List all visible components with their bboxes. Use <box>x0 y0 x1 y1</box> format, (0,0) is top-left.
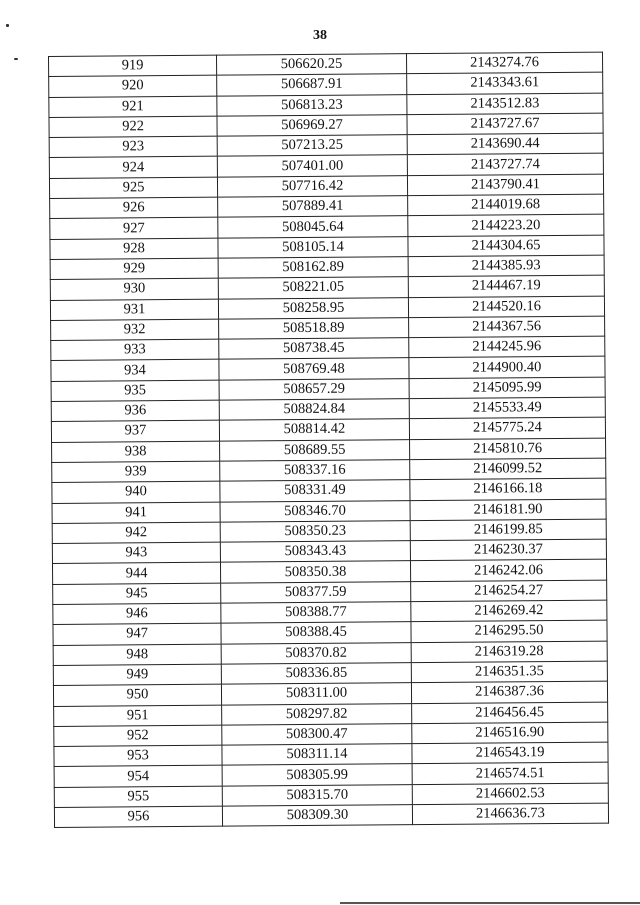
x-coordinate-cell: 508388.45 <box>221 622 411 644</box>
y-coordinate-cell: 2146602.53 <box>412 783 608 805</box>
x-coordinate-cell: 508370.82 <box>221 642 411 664</box>
y-coordinate-cell: 2146574.51 <box>412 763 608 785</box>
point-number-cell: 942 <box>52 522 220 544</box>
point-number-cell: 956 <box>54 806 222 828</box>
x-coordinate-cell: 507401.00 <box>217 155 407 177</box>
y-coordinate-cell: 2144304.65 <box>408 235 604 257</box>
y-coordinate-cell: 2144223.20 <box>408 215 604 237</box>
y-coordinate-cell: 2144367.56 <box>409 316 605 338</box>
x-coordinate-cell: 506813.23 <box>217 94 407 116</box>
y-coordinate-cell: 2146199.85 <box>410 519 606 541</box>
scan-edge-line <box>340 902 640 904</box>
y-coordinate-cell: 2143727.74 <box>407 154 603 176</box>
y-coordinate-cell: 2144520.16 <box>408 296 604 318</box>
point-number-cell: 944 <box>52 563 220 585</box>
x-coordinate-cell: 508346.70 <box>220 500 410 522</box>
point-number-cell: 928 <box>50 238 218 260</box>
x-coordinate-cell: 508105.14 <box>218 236 408 258</box>
point-number-cell: 939 <box>52 461 220 483</box>
y-coordinate-cell: 2144467.19 <box>408 275 604 297</box>
x-coordinate-cell: 508162.89 <box>218 257 408 279</box>
point-number-cell: 925 <box>49 177 217 199</box>
x-coordinate-cell: 508309.30 <box>222 805 412 827</box>
y-coordinate-cell: 2143690.44 <box>407 133 603 155</box>
coordinates-table-body <box>49 52 609 828</box>
x-coordinate-cell: 508689.55 <box>220 439 410 461</box>
x-coordinate-cell: 508045.64 <box>218 216 408 238</box>
point-number-cell: 953 <box>54 745 222 767</box>
x-coordinate-cell: 508221.05 <box>218 277 408 299</box>
y-coordinate-cell: 2145533.49 <box>409 397 605 419</box>
x-coordinate-cell: 508769.48 <box>219 358 409 380</box>
y-coordinate-cell: 2146516.90 <box>412 722 608 744</box>
point-number-cell: 921 <box>49 96 217 118</box>
x-coordinate-cell: 507716.42 <box>217 175 407 197</box>
coordinates-table <box>48 52 609 829</box>
x-coordinate-cell: 508377.59 <box>221 581 411 603</box>
y-coordinate-cell: 2146543.19 <box>412 742 608 764</box>
y-coordinate-cell: 2144900.40 <box>409 357 605 379</box>
x-coordinate-cell: 508388.77 <box>221 602 411 624</box>
y-coordinate-cell: 2146242.06 <box>410 560 606 582</box>
point-number-cell: 936 <box>51 400 219 422</box>
x-coordinate-cell: 508657.29 <box>219 378 409 400</box>
y-coordinate-cell: 2146181.90 <box>410 499 606 521</box>
point-number-cell: 955 <box>54 786 222 808</box>
point-number-cell: 947 <box>53 623 221 645</box>
x-coordinate-cell: 508824.84 <box>219 399 409 421</box>
y-coordinate-cell: 2146636.73 <box>412 803 608 825</box>
y-coordinate-cell: 2146387.36 <box>411 681 607 703</box>
x-coordinate-cell: 508350.23 <box>220 520 410 542</box>
y-coordinate-cell: 2145810.76 <box>410 438 606 460</box>
y-coordinate-cell: 2146099.52 <box>410 458 606 480</box>
point-number-cell: 943 <box>52 542 220 564</box>
point-number-cell: 930 <box>50 278 218 300</box>
x-coordinate-cell: 506969.27 <box>217 115 407 137</box>
y-coordinate-cell: 2145775.24 <box>409 417 605 439</box>
x-coordinate-cell: 508343.43 <box>220 541 410 563</box>
y-coordinate-cell: 2143790.41 <box>407 174 603 196</box>
table-row <box>54 803 608 828</box>
point-number-cell: 951 <box>54 705 222 727</box>
x-coordinate-cell: 508337.16 <box>220 460 410 482</box>
point-number-cell: 946 <box>53 603 221 625</box>
y-coordinate-cell: 2143343.61 <box>407 72 603 94</box>
point-number-cell: 926 <box>50 197 218 219</box>
scan-speck <box>14 58 18 60</box>
point-number-cell: 927 <box>50 218 218 240</box>
x-coordinate-cell: 508518.89 <box>219 318 409 340</box>
x-coordinate-cell: 506687.91 <box>217 74 407 96</box>
x-coordinate-cell: 508311.00 <box>221 683 411 705</box>
y-coordinate-cell: 2146166.18 <box>410 478 606 500</box>
point-number-cell: 937 <box>51 421 219 443</box>
point-number-cell: 924 <box>49 157 217 179</box>
y-coordinate-cell: 2144245.96 <box>409 336 605 358</box>
point-number-cell: 934 <box>51 360 219 382</box>
point-number-cell: 945 <box>53 583 221 605</box>
x-coordinate-cell: 508336.85 <box>221 663 411 685</box>
y-coordinate-cell: 2144385.93 <box>408 255 604 277</box>
point-number-cell: 931 <box>50 299 218 321</box>
point-number-cell: 938 <box>52 441 220 463</box>
x-coordinate-cell: 508300.47 <box>222 723 412 745</box>
point-number-cell: 933 <box>51 339 219 361</box>
x-coordinate-cell: 508331.49 <box>220 480 410 502</box>
scan-speck <box>6 24 9 27</box>
y-coordinate-cell: 2146254.27 <box>411 580 607 602</box>
x-coordinate-cell: 507213.25 <box>217 135 407 157</box>
point-number-cell: 935 <box>51 380 219 402</box>
x-coordinate-cell: 508311.14 <box>222 744 412 766</box>
point-number-cell: 948 <box>53 644 221 666</box>
y-coordinate-cell: 2143512.83 <box>407 93 603 115</box>
y-coordinate-cell: 2146351.35 <box>411 661 607 683</box>
point-number-cell: 923 <box>49 136 217 158</box>
y-coordinate-cell: 2143274.76 <box>406 52 602 74</box>
x-coordinate-cell: 508305.99 <box>222 764 412 786</box>
y-coordinate-cell: 2146295.50 <box>411 620 607 642</box>
y-coordinate-cell: 2143727.67 <box>407 113 603 135</box>
x-coordinate-cell: 508350.38 <box>220 561 410 583</box>
coordinates-table-container <box>48 52 608 829</box>
point-number-cell: 941 <box>52 502 220 524</box>
point-number-cell: 954 <box>54 766 222 788</box>
point-number-cell: 940 <box>52 481 220 503</box>
point-number-cell: 950 <box>53 684 221 706</box>
x-coordinate-cell: 508814.42 <box>219 419 409 441</box>
point-number-cell: 949 <box>53 664 221 686</box>
page-number: 38 <box>313 28 327 43</box>
y-coordinate-cell: 2146319.28 <box>411 641 607 663</box>
y-coordinate-cell: 2145095.99 <box>409 377 605 399</box>
point-number-cell: 920 <box>49 75 217 97</box>
point-number-cell: 919 <box>49 55 217 77</box>
x-coordinate-cell: 508297.82 <box>222 703 412 725</box>
y-coordinate-cell: 2146269.42 <box>411 600 607 622</box>
point-number-cell: 932 <box>51 319 219 341</box>
y-coordinate-cell: 2144019.68 <box>408 194 604 216</box>
y-coordinate-cell: 2146230.37 <box>410 539 606 561</box>
x-coordinate-cell: 508315.70 <box>222 784 412 806</box>
x-coordinate-cell: 506620.25 <box>216 54 406 76</box>
point-number-cell: 922 <box>49 116 217 138</box>
x-coordinate-cell: 508738.45 <box>219 338 409 360</box>
y-coordinate-cell: 2146456.45 <box>412 702 608 724</box>
point-number-cell: 929 <box>50 258 218 280</box>
x-coordinate-cell: 507889.41 <box>218 196 408 218</box>
x-coordinate-cell: 508258.95 <box>218 297 408 319</box>
point-number-cell: 952 <box>54 725 222 747</box>
